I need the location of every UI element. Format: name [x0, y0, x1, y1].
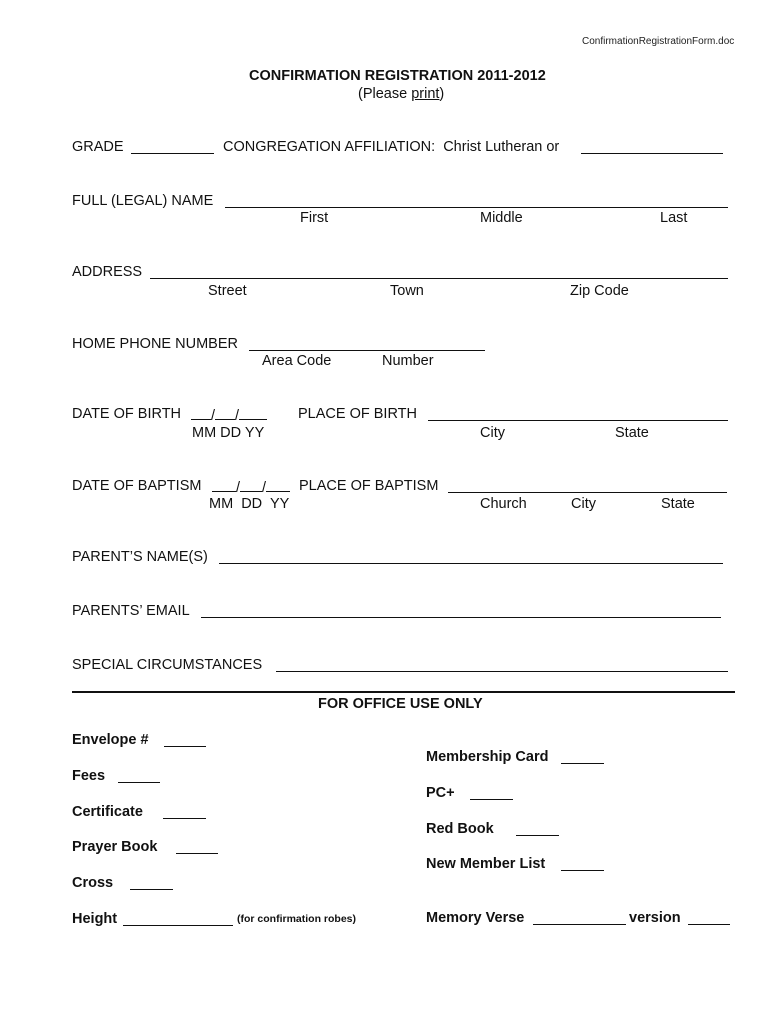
subtitle-print: print	[411, 86, 440, 102]
prayer-book-label: Prayer Book	[72, 839, 158, 855]
parents-name-field[interactable]	[219, 551, 723, 564]
dob-year[interactable]	[239, 407, 267, 420]
pob-state-caption: State	[615, 425, 649, 441]
envelope-field[interactable]	[164, 734, 206, 747]
new-member-list-label: New Member List	[426, 856, 546, 872]
prayer-book-field[interactable]	[176, 841, 218, 854]
phone-number-caption: Number	[382, 353, 434, 369]
pc-plus-label: PC+	[426, 785, 455, 801]
addr-zip-caption: Zip Code	[570, 283, 629, 299]
addr-town-caption: Town	[390, 283, 424, 299]
certificate-field[interactable]	[163, 806, 206, 819]
red-book-field[interactable]	[516, 823, 559, 836]
full-name-label: FULL (LEGAL) NAME	[72, 193, 214, 209]
cross-label: Cross	[72, 875, 114, 891]
office-divider	[72, 691, 735, 693]
membership-card-field[interactable]	[561, 751, 604, 764]
name-last-caption: Last	[660, 210, 688, 226]
version-label: version	[629, 910, 681, 926]
subtitle-suffix: )	[439, 86, 445, 102]
memory-verse-label: Memory Verse	[426, 910, 525, 926]
dob-field[interactable]: / /	[191, 407, 267, 424]
dob-month[interactable]	[191, 407, 211, 420]
office-heading: FOR OFFICE USE ONLY	[318, 696, 483, 712]
congregation-other-field[interactable]	[581, 141, 723, 154]
new-member-list-field[interactable]	[561, 858, 604, 871]
name-middle-caption: Middle	[480, 210, 523, 226]
form-title: CONFIRMATION REGISTRATION 2011-2012	[249, 68, 546, 84]
cross-field[interactable]	[130, 877, 173, 890]
grade-field[interactable]	[131, 141, 214, 154]
red-book-label: Red Book	[426, 821, 494, 837]
dobap-field[interactable]: / /	[212, 479, 290, 496]
dobap-month[interactable]	[212, 479, 236, 492]
dobap-label: DATE OF BAPTISM	[72, 478, 202, 494]
pob-label: PLACE OF BIRTH	[298, 406, 417, 422]
subtitle-prefix: (Please	[358, 86, 412, 102]
document-filename: ConfirmationRegistrationForm.doc	[582, 36, 735, 47]
parents-name-label: PARENT’S NAME(S)	[72, 549, 208, 565]
pobap-label: PLACE OF BAPTISM	[299, 478, 439, 494]
full-name-field[interactable]	[225, 195, 728, 208]
special-field[interactable]	[276, 659, 728, 672]
version-field[interactable]	[688, 912, 730, 925]
dob-day[interactable]	[215, 407, 235, 420]
grade-label: GRADE	[72, 139, 124, 155]
special-label: SPECIAL CIRCUMSTANCES	[72, 657, 263, 673]
dob-format-caption: MM DD YY	[192, 425, 265, 441]
pobap-field[interactable]	[448, 480, 727, 493]
address-field[interactable]	[150, 266, 728, 279]
name-first-caption: First	[300, 210, 329, 226]
form-subtitle	[358, 87, 444, 102]
pobap-state-caption: State	[661, 496, 695, 512]
address-label: ADDRESS	[72, 264, 143, 280]
phone-area-caption: Area Code	[262, 353, 332, 369]
fees-label: Fees	[72, 768, 106, 784]
parents-email-field[interactable]	[201, 605, 721, 618]
height-field[interactable]	[123, 913, 233, 926]
addr-street-caption: Street	[208, 283, 247, 299]
pc-plus-field[interactable]	[470, 787, 513, 800]
phone-field[interactable]	[249, 338, 485, 351]
dobap-format-caption: MM DD YY	[209, 496, 290, 512]
memory-verse-field[interactable]	[533, 912, 626, 925]
fees-field[interactable]	[118, 770, 160, 783]
membership-card-label: Membership Card	[426, 749, 549, 765]
phone-label: HOME PHONE NUMBER	[72, 336, 238, 352]
pobap-church-caption: Church	[480, 496, 527, 512]
dobap-day[interactable]	[240, 479, 262, 492]
height-label: Height	[72, 911, 118, 927]
pob-city-caption: City	[480, 425, 505, 441]
height-note: (for confirmation robes)	[237, 913, 357, 925]
envelope-label: Envelope #	[72, 732, 149, 748]
parents-email-label: PARENTS’ EMAIL	[72, 603, 190, 619]
congregation-label: CONGREGATION AFFILIATION: Christ Lutheran or	[223, 139, 560, 155]
dob-label: DATE OF BIRTH	[72, 406, 182, 422]
pob-field[interactable]	[428, 408, 728, 421]
certificate-label: Certificate	[72, 804, 143, 820]
dobap-year[interactable]	[266, 479, 290, 492]
pobap-city-caption: City	[571, 496, 596, 512]
